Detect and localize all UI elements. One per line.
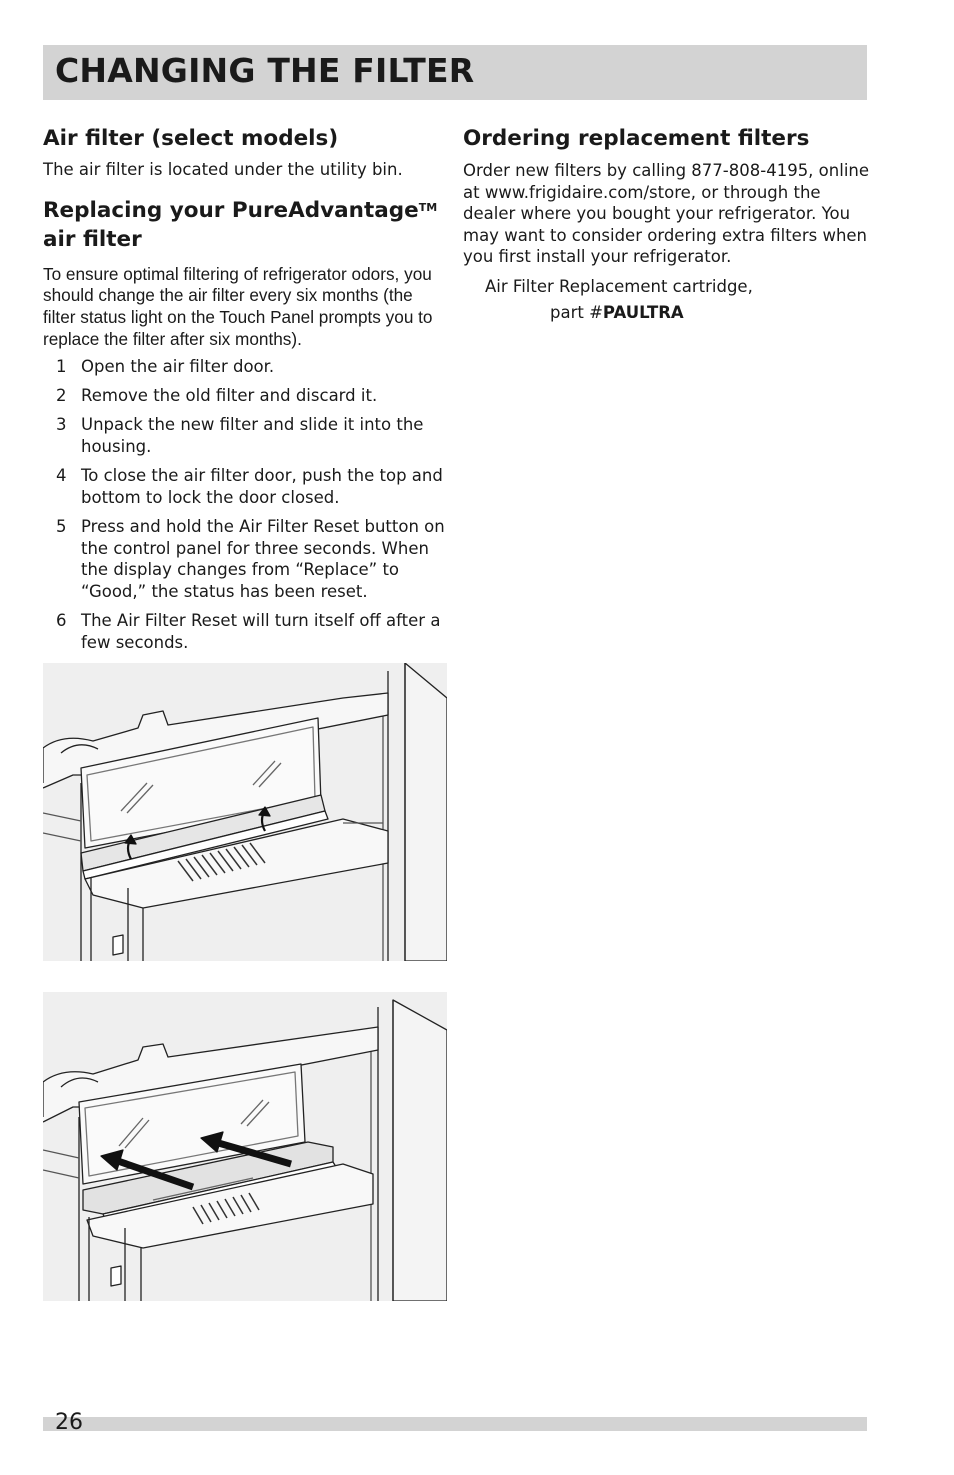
step-text: Unpack the new filter and slide it into the housing. <box>81 415 424 457</box>
list-item <box>43 356 449 378</box>
page-title-banner <box>43 45 867 100</box>
step-number: 2 <box>56 386 67 406</box>
cartridge-label: Air Filter Replacement cartridge, <box>485 276 753 296</box>
step-number: 5 <box>56 516 67 536</box>
replacing-intro: To ensure optimal filtering of refrigerator odors, you should change the air filter every six months (the filter status light on the Touch Panel prompts you to replace the filter after six months). <box>43 263 433 349</box>
replacing-heading-line2: air filter <box>43 226 142 252</box>
list-item <box>43 414 449 458</box>
step-text: The Air Filter Reset will turn itself off after a few seconds. <box>81 611 441 653</box>
trademark-mark: TM <box>418 200 438 214</box>
part-prefix: part # <box>550 303 603 322</box>
step-number: 3 <box>56 415 67 435</box>
right-column <box>463 126 873 324</box>
left-column <box>43 126 449 661</box>
step-number: 1 <box>56 357 67 377</box>
footer-bar <box>43 1417 867 1431</box>
replacing-heading-text: Replacing your PureAdvantage <box>43 197 419 223</box>
ordering-text: Order new filters by calling 877-808-4195, online at www.frigidaire.com/store, or through the dealer where you bought your refrigerator. You may want to consider ordering extra filters when you first install your refrigerator. <box>463 161 870 266</box>
page-title: CHANGING THE FILTER <box>55 51 475 90</box>
step-text: Remove the old filter and discard it. <box>81 386 378 406</box>
list-item <box>43 465 449 509</box>
step-number: 4 <box>56 466 67 486</box>
air-filter-text: The air filter is located under the utility bin. <box>43 160 403 179</box>
air-filter-heading: Air filter (select models) <box>43 126 339 151</box>
list-item <box>43 610 449 654</box>
part-number-line <box>463 302 873 324</box>
ordering-heading: Ordering replacement filters <box>463 126 810 151</box>
step-text: Open the air filter door. <box>81 357 275 377</box>
replacing-heading <box>43 198 449 253</box>
part-number: PAULTRA <box>602 303 684 322</box>
list-item <box>43 516 449 603</box>
filter-door-open-illustration <box>43 663 447 961</box>
step-number: 6 <box>56 611 67 631</box>
filter-slide-in-illustration <box>43 992 447 1301</box>
step-text: Press and hold the Air Filter Reset button on the control panel for three seconds. When the display changes from “Replace” to “Good,” the status has been reset. <box>81 516 445 602</box>
steps-list <box>43 356 449 654</box>
step-text: To close the air filter door, push the top and bottom to lock the door closed. <box>81 466 443 507</box>
list-item <box>43 385 449 407</box>
page-number: 26 <box>55 1410 83 1435</box>
